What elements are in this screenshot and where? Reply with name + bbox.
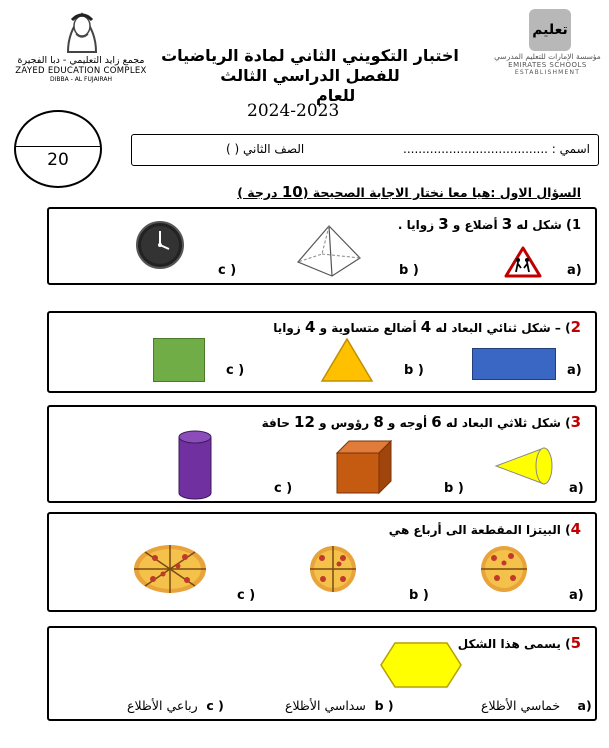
cube-shape[interactable] [335,439,393,495]
question-3-option-a[interactable]: a) [569,481,584,496]
question-1-number: 1) [566,218,581,233]
question-4-option-b[interactable]: b ) [409,588,429,603]
section-title [237,183,581,201]
question-3-text: 3) شكل ثلاثي البعاد له 6 أوجه و 8 رؤوس و 12 حافة [261,413,581,431]
question-5-option-a[interactable]: خماسي الأظلاع a) [481,698,592,713]
pizza-halves-icon[interactable] [479,544,529,594]
question-2-option-a[interactable]: a) [567,363,582,378]
rectangle-shape[interactable] [472,348,556,380]
triangle-shape[interactable] [320,337,374,383]
question-1-option-b[interactable]: b ) [399,263,419,278]
score-circle [14,110,102,188]
question-2-text: 2) – شكل ثنائي البعاد له 4 أضالع متساوية و 4 زوايا [273,318,581,336]
title-line2: للفصل الدراسي الثالث [220,66,400,85]
student-name-field[interactable]: اسمي : ...................................... [403,142,590,156]
question-5-option-c[interactable]: رباعي الأظلاع c ) [127,698,224,713]
question-2-number: 2 [570,318,581,336]
question-5-box [47,626,597,721]
question-5-number: 5 [570,634,581,652]
question-3-box [47,405,597,503]
title-year: 2024-2023 [247,101,340,121]
cylinder-shape[interactable] [177,429,213,501]
question-5-text: 5) يسمى هذا الشكل [457,634,581,652]
student-info-box [131,134,599,166]
title-line3: للعام [316,86,356,105]
question-3-number: 3 [570,413,581,431]
sheikh-portrait-icon [54,8,110,54]
section-points-unit: درجة ) [237,185,282,200]
question-4-number: 4 [570,520,581,538]
left-logo [6,8,156,86]
question-1-box [47,207,597,285]
question-1-option-a[interactable]: a) [567,263,582,278]
right-logo-arabic: مؤسسة الإمارات للتعليم المدرسي [494,52,601,61]
score-total: 20 [47,150,69,170]
question-1-option-c[interactable]: c ) [218,263,237,278]
pyramid-icon[interactable] [294,224,364,278]
question-4-option-a[interactable]: a) [569,588,584,603]
question-4-text: 4) البيتزا المقطعة الى أرباع هي [388,520,581,538]
question-1-text: 1) شكل له 3 أضلاع و 3 زوايا . [397,215,581,233]
hexagon-shape[interactable] [379,641,463,689]
question-2-option-b[interactable]: b ) [404,363,424,378]
question-4-option-c[interactable]: c ) [237,588,256,603]
square-shape[interactable] [153,338,205,382]
question-2-box [47,311,597,393]
pizza-quarters-icon[interactable] [308,544,358,594]
right-logo [490,8,605,88]
question-4-box [47,512,597,612]
right-logo-english1: EMIRATES SCHOOLS [508,61,587,69]
question-3-option-b[interactable]: b ) [444,481,464,496]
left-logo-arabic: مجمع زايد التعليمي - دبا الفجيرة [17,55,145,66]
right-logo-english2: ESTABLISHMENT [514,69,581,76]
left-logo-location: DIBBA - AL FUJAIRAH [50,76,112,83]
score-divider [16,146,100,147]
page-title [150,46,470,86]
question-3-option-c[interactable]: c ) [274,481,293,496]
left-logo-english: ZAYED EDUCATION COMPLEX [15,66,147,76]
section-points: 10 [281,183,303,201]
pizza-eighths-icon[interactable] [133,544,207,594]
clock-icon[interactable] [135,220,185,270]
section-title-text: السؤال الاول :هيا معا نختار الاجابة الصحيحة ( [302,185,581,200]
warning-sign-icon[interactable] [504,246,542,278]
student-grade-field[interactable]: الصف الثاني ( ) [226,142,305,156]
title-line1: اختبار التكويني الثاني لمادة الرياضيات [161,46,459,65]
right-logo-word: تعليم [532,22,568,38]
question-2-option-c[interactable]: c ) [226,363,245,378]
question-5-option-b[interactable]: سداسي الأظلاع b ) [285,698,394,713]
cone-shape[interactable] [494,445,554,487]
